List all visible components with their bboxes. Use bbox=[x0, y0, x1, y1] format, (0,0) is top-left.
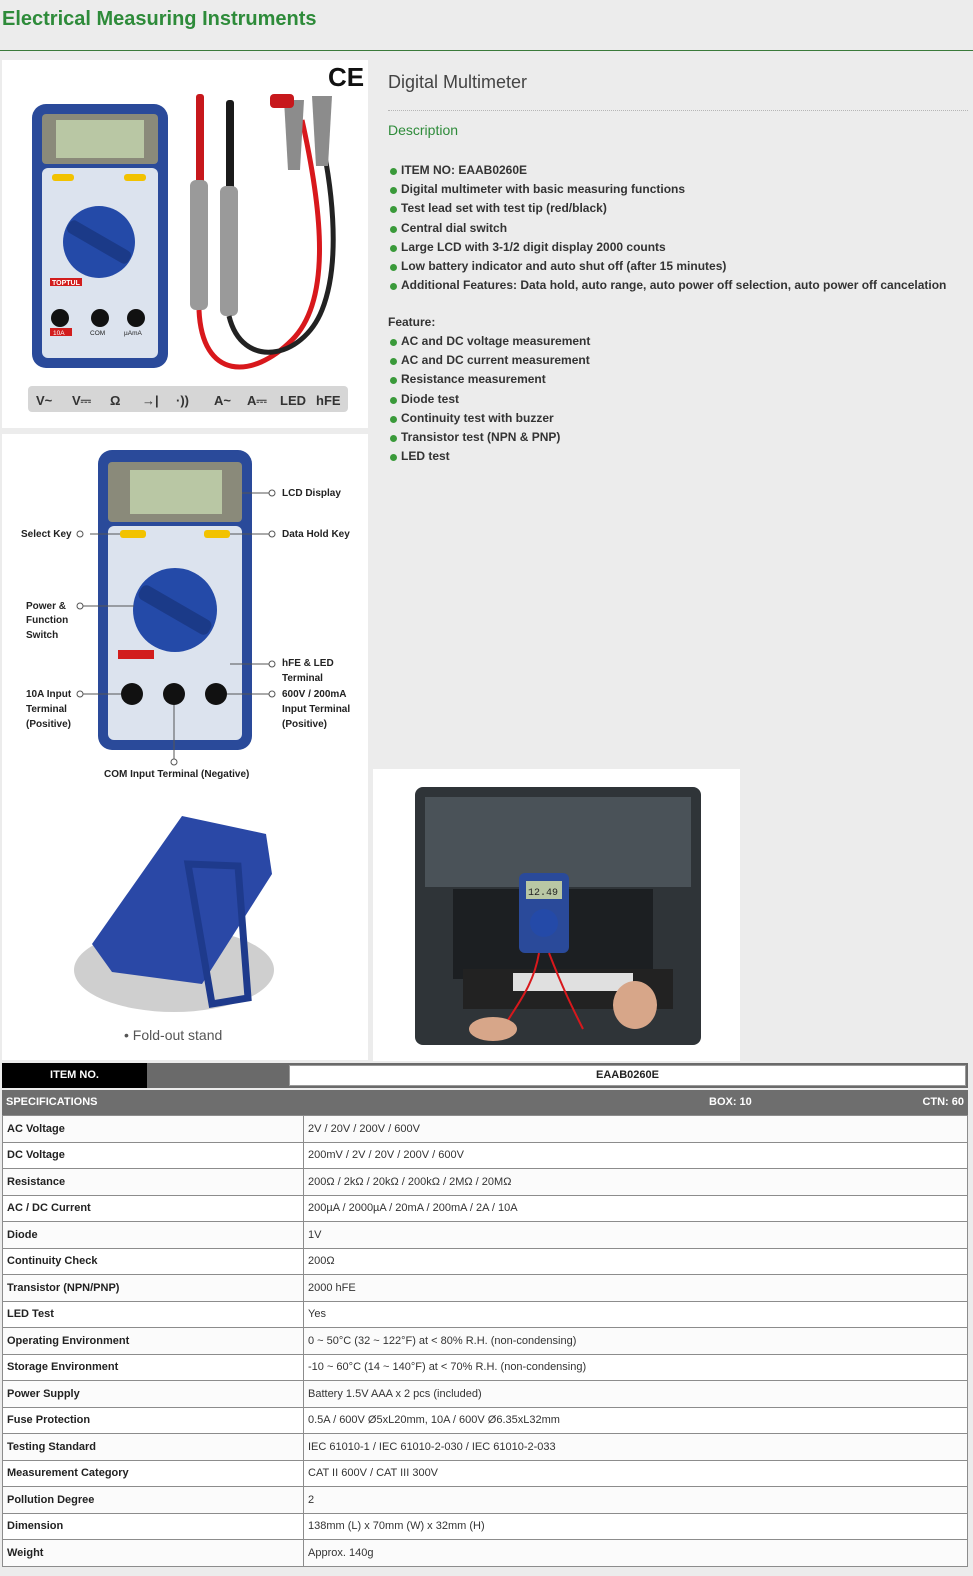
diode-icon: →| bbox=[142, 393, 159, 408]
callout-600v-1: 600V / 200mA bbox=[282, 689, 347, 700]
specs-heading: SPECIFICATIONS bbox=[6, 1096, 98, 1108]
callout-lcd: LCD Display bbox=[282, 488, 341, 499]
callout-select: Select Key bbox=[21, 529, 72, 540]
list-item: Continuity test with buzzer bbox=[390, 409, 590, 428]
table-row bbox=[3, 1381, 968, 1408]
specs-header bbox=[2, 1090, 968, 1115]
title-divider bbox=[0, 50, 973, 51]
led-icon: LED bbox=[280, 393, 306, 408]
spec-key: Continuity Check bbox=[3, 1248, 304, 1275]
stand-image bbox=[2, 794, 368, 1060]
callout-600v-2: Input Terminal bbox=[282, 704, 351, 715]
photo-lcd: 12.49 bbox=[528, 888, 559, 899]
item-number-bar bbox=[2, 1063, 968, 1088]
spec-value: Battery 1.5V AAA x 2 pcs (included) bbox=[304, 1381, 968, 1408]
table-row bbox=[3, 1407, 968, 1434]
spec-value: 0 ~ 50°C (32 ~ 122°F) at < 80% R.H. (non-condensing) bbox=[304, 1328, 968, 1355]
list-item: Large LCD with 3-1/2 digit display 2000 counts bbox=[390, 238, 946, 257]
spec-key: Power Supply bbox=[3, 1381, 304, 1408]
product-image bbox=[2, 60, 368, 428]
spec-value: 2V / 20V / 200V / 600V bbox=[304, 1116, 968, 1143]
list-item: Diode test bbox=[390, 390, 590, 409]
box-quantity: BOX: 10 bbox=[709, 1096, 752, 1108]
item-label: ITEM NO. bbox=[2, 1063, 147, 1088]
carton-quantity: CTN: 60 bbox=[922, 1096, 964, 1108]
spec-key: Storage Environment bbox=[3, 1354, 304, 1381]
brand-logo: TOPTUL bbox=[52, 280, 80, 287]
spec-value: 1V bbox=[304, 1222, 968, 1249]
ohm-icon: Ω bbox=[110, 393, 121, 408]
list-item: ITEM NO: EAAB0260E bbox=[390, 161, 946, 180]
dc-voltage-icon: V⎓ bbox=[72, 393, 92, 408]
spec-value: CAT II 600V / CAT III 300V bbox=[304, 1460, 968, 1487]
table-row bbox=[3, 1513, 968, 1540]
item-value: EAAB0260E bbox=[289, 1065, 966, 1086]
spec-value: 200Ω / 2kΩ / 20kΩ / 200kΩ / 2MΩ / 20MΩ bbox=[304, 1169, 968, 1196]
table-row bbox=[3, 1328, 968, 1355]
specs-table bbox=[2, 1115, 968, 1567]
list-item: Digital multimeter with basic measuring functions bbox=[390, 180, 946, 199]
svg-text:COM: COM bbox=[90, 330, 106, 337]
spec-key: Weight bbox=[3, 1540, 304, 1567]
labeled-diagram bbox=[2, 434, 368, 794]
select-key bbox=[52, 174, 74, 181]
table-row bbox=[3, 1142, 968, 1169]
spec-value: 200Ω bbox=[304, 1248, 968, 1275]
list-item: Additional Features: Data hold, auto range, auto power off selection, auto power off cancelation bbox=[390, 276, 946, 295]
spec-value: 2 bbox=[304, 1487, 968, 1514]
callout-10a-1: 10A Input bbox=[26, 689, 72, 700]
lcd-screen bbox=[56, 120, 144, 158]
product-illustration bbox=[2, 60, 368, 428]
callout-hfe-2: Terminal bbox=[282, 673, 323, 684]
list-item: Central dial switch bbox=[390, 219, 946, 238]
description-heading: Description bbox=[388, 122, 459, 138]
spec-value: 0.5A / 600V Ø5xL20mm, 10A / 600V Ø6.35xL32mm bbox=[304, 1407, 968, 1434]
ac-current-icon: A~ bbox=[214, 393, 231, 408]
spec-key: DC Voltage bbox=[3, 1142, 304, 1169]
feature-heading: Feature: bbox=[388, 315, 436, 329]
table-row bbox=[3, 1116, 968, 1143]
spec-key: Resistance bbox=[3, 1169, 304, 1196]
callout-power-3: Switch bbox=[26, 630, 59, 641]
spec-key: Testing Standard bbox=[3, 1434, 304, 1461]
table-row bbox=[3, 1301, 968, 1328]
spec-value: IEC 61010-1 / IEC 61010-2-030 / IEC 61010-2-033 bbox=[304, 1434, 968, 1461]
spec-value: -10 ~ 60°C (14 ~ 140°F) at < 70% R.H. (non-condensing) bbox=[304, 1354, 968, 1381]
stand-illustration bbox=[2, 794, 368, 1060]
svg-text:µAmA: µAmA bbox=[124, 330, 142, 337]
spec-value: Yes bbox=[304, 1301, 968, 1328]
callout-10a-2: Terminal bbox=[26, 704, 67, 715]
list-item: Low battery indicator and auto shut off (after 15 minutes) bbox=[390, 257, 946, 276]
diagram-illustration bbox=[2, 434, 368, 794]
table-row bbox=[3, 1460, 968, 1487]
spec-key: Transistor (NPN/PNP) bbox=[3, 1275, 304, 1302]
spec-key: LED Test bbox=[3, 1301, 304, 1328]
callout-com: COM Input Terminal (Negative) bbox=[104, 769, 250, 780]
spec-value: 138mm (L) x 70mm (W) x 32mm (H) bbox=[304, 1513, 968, 1540]
callout-power-1: Power & bbox=[26, 601, 67, 612]
usage-illustration bbox=[373, 769, 740, 1061]
hold-key bbox=[124, 174, 146, 181]
table-row bbox=[3, 1275, 968, 1302]
spec-value: 200mV / 2V / 20V / 200V / 600V bbox=[304, 1142, 968, 1169]
svg-text:10A: 10A bbox=[53, 330, 65, 337]
dc-current-icon: A⎓ bbox=[247, 393, 267, 408]
ce-mark: CE bbox=[328, 62, 365, 92]
callout-power-2: Function bbox=[26, 615, 69, 626]
table-row bbox=[3, 1248, 968, 1275]
callout-data-hold: Data Hold Key bbox=[282, 529, 350, 540]
list-item: Resistance measurement bbox=[390, 370, 590, 389]
callout-10a-3: (Positive) bbox=[26, 719, 72, 730]
spec-key: Diode bbox=[3, 1222, 304, 1249]
feature-list bbox=[390, 332, 590, 466]
page-title: Electrical Measuring Instruments bbox=[2, 8, 317, 30]
table-row bbox=[3, 1434, 968, 1461]
spec-key: Fuse Protection bbox=[3, 1407, 304, 1434]
spec-value: 2000 hFE bbox=[304, 1275, 968, 1302]
spec-key: AC / DC Current bbox=[3, 1195, 304, 1222]
buzzer-icon: ·)) bbox=[176, 393, 189, 408]
hfe-icon: hFE bbox=[316, 393, 341, 408]
spec-key: Operating Environment bbox=[3, 1328, 304, 1355]
list-item: AC and DC voltage measurement bbox=[390, 332, 590, 351]
test-leads bbox=[190, 94, 333, 367]
list-item: Test lead set with test tip (red/black) bbox=[390, 199, 946, 218]
description-list bbox=[390, 161, 946, 295]
table-row bbox=[3, 1354, 968, 1381]
product-divider bbox=[388, 110, 968, 111]
list-item: AC and DC current measurement bbox=[390, 351, 590, 370]
spec-key: AC Voltage bbox=[3, 1116, 304, 1143]
product-name: Digital Multimeter bbox=[388, 72, 528, 92]
table-row bbox=[3, 1540, 968, 1567]
callout-600v-3: (Positive) bbox=[282, 719, 328, 730]
spec-value: 200µA / 2000µA / 20mA / 200mA / 2A / 10A bbox=[304, 1195, 968, 1222]
table-row bbox=[3, 1195, 968, 1222]
table-row bbox=[3, 1487, 968, 1514]
list-item: LED test bbox=[390, 447, 590, 466]
stand-caption: • Fold-out stand bbox=[124, 1027, 223, 1043]
usage-photo bbox=[373, 769, 740, 1061]
callout-hfe-1: hFE & LED bbox=[282, 658, 334, 669]
list-item: Transistor test (NPN & PNP) bbox=[390, 428, 590, 447]
spec-key: Measurement Category bbox=[3, 1460, 304, 1487]
table-row bbox=[3, 1169, 968, 1196]
spec-value: Approx. 140g bbox=[304, 1540, 968, 1567]
table-row bbox=[3, 1222, 968, 1249]
spec-key: Pollution Degree bbox=[3, 1487, 304, 1514]
spec-key: Dimension bbox=[3, 1513, 304, 1540]
ac-voltage-icon: V~ bbox=[36, 393, 53, 408]
